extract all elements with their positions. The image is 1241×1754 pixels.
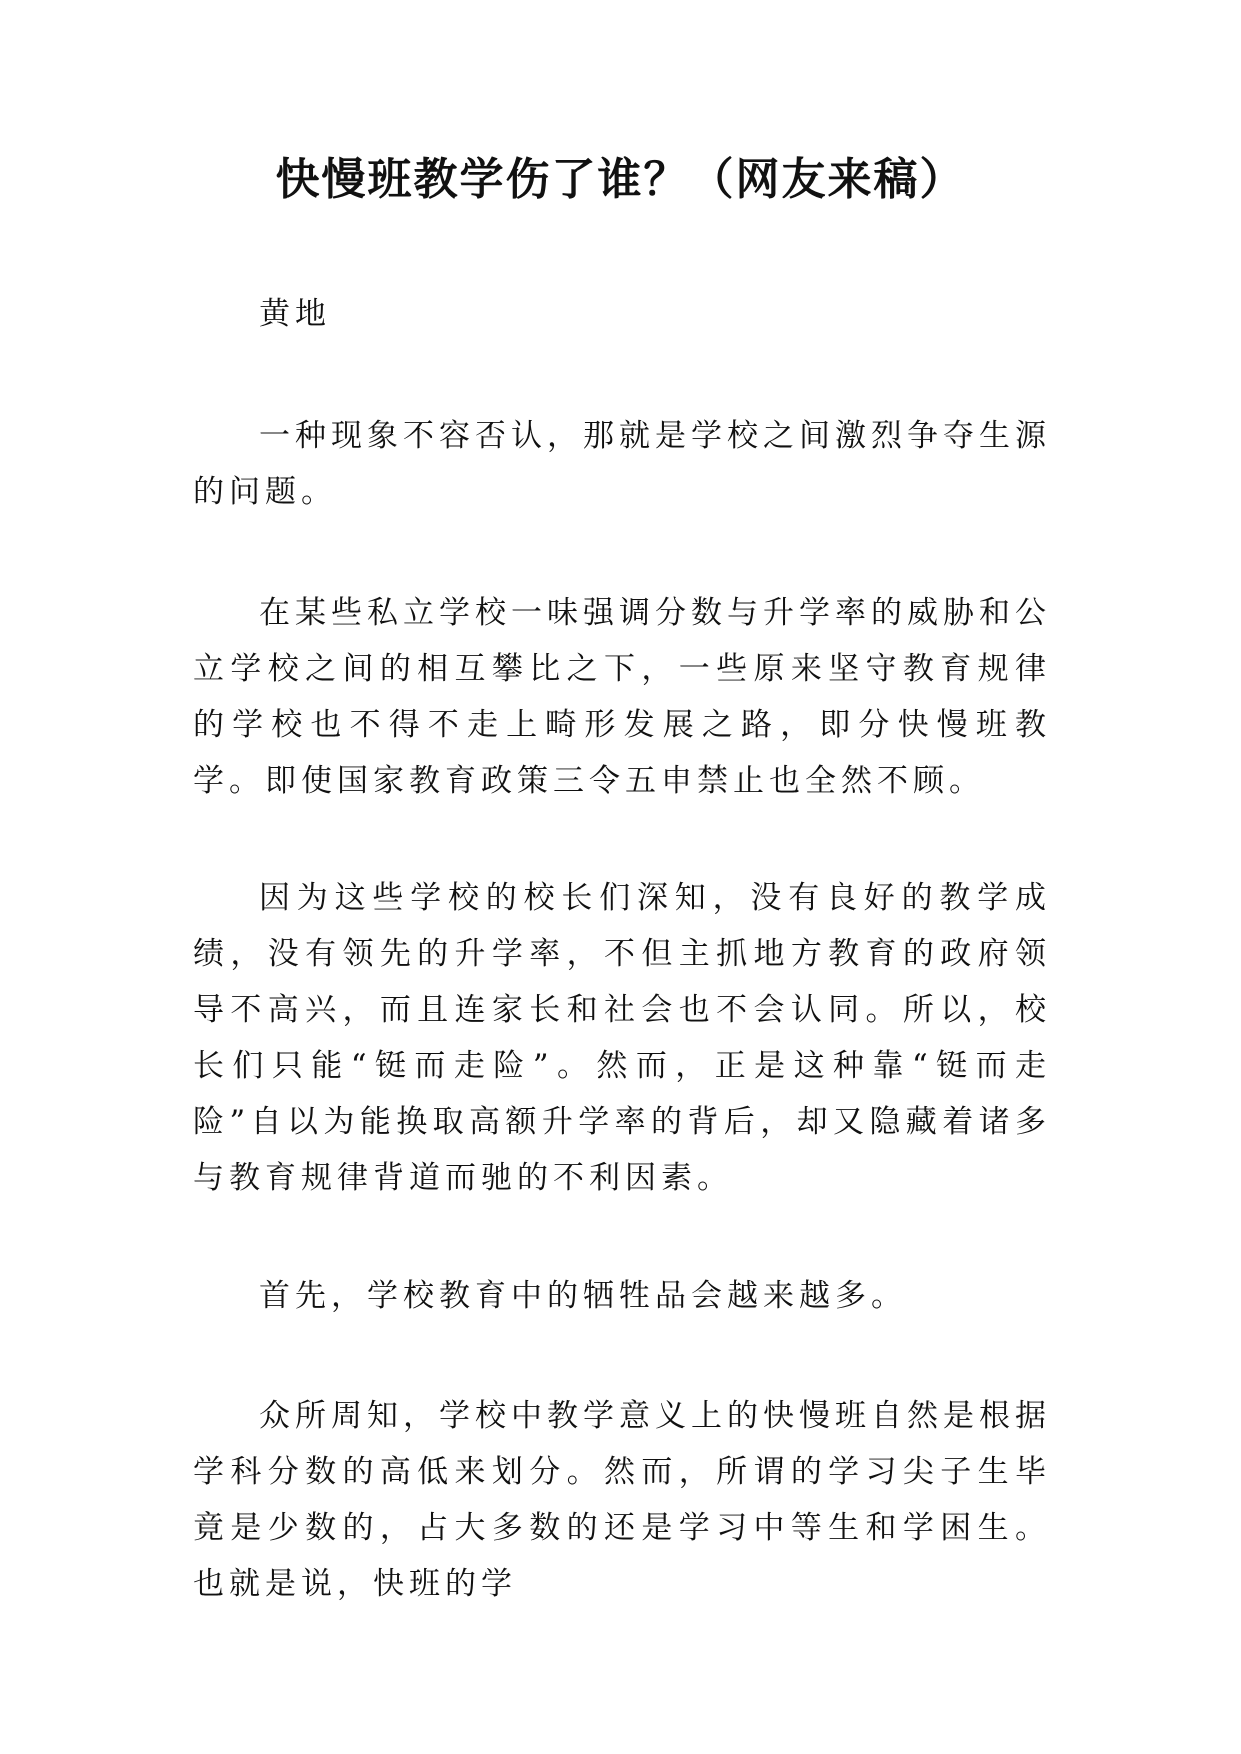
author-name: 黄地 (259, 296, 331, 332)
paragraph-2: 在某些私立学校一味强调分数与升学率的威胁和公立学校之间的相互攀比之下，一些原来坚守教育规律的学校也不得不走上畸形发展之路，即分快慢班教学。即使国家教育政策三令五申禁止也全然不顾。 (193, 595, 1051, 799)
document-title: 快慢班教学伤了谁？（网友来稿） (275, 154, 966, 205)
paragraph-5: 众所周知，学校中教学意义上的快慢班自然是根据学科分数的高低来划分。然而，所谓的学习尖子生毕竟是少数的，占大多数的还是学习中等生和学困生。也就是说，快班的学 (193, 1398, 1051, 1602)
paragraph-3: 因为这些学校的校长们深知，没有良好的教学成绩，没有领先的升学率，不但主抓地方教育的政府领导不高兴，而且连家长和社会也不会认同。所以，校长们只能“铤而走险”。然而，正是这种靠“铤而走险”自以为能换取高额升学率的背后，却又隐藏着诸多与教育规律背道而驰的不利因素。 (193, 880, 1051, 1196)
paragraph-4: 首先，学校教育中的牺牲品会越来越多。 (259, 1278, 907, 1314)
paragraph-1: 一种现象不容否认，那就是学校之间激烈争夺生源的问题。 (193, 418, 1051, 510)
